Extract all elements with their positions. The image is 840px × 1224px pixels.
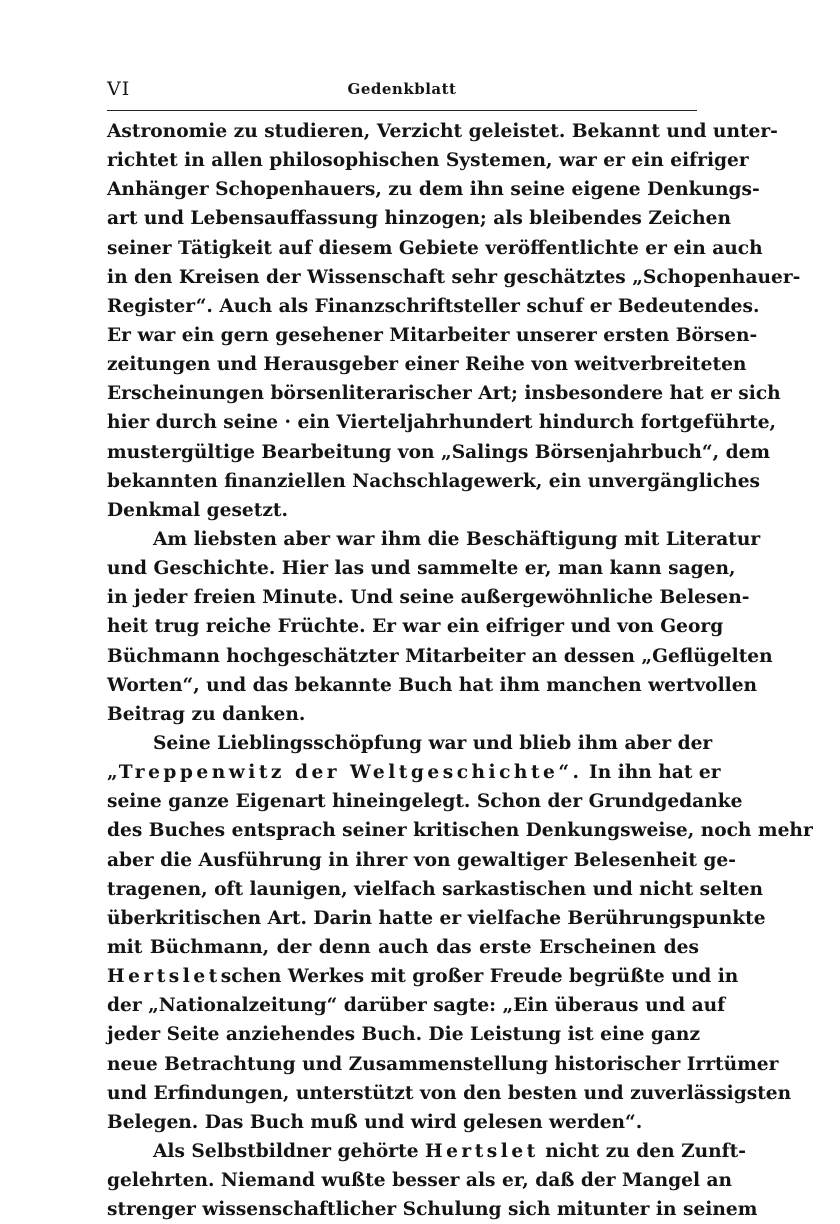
text-line: neue Betrachtung und Zusammenstellung historischer Irrtümer [107, 1053, 779, 1075]
text-line: und Geschichte. Hier las und sammelte er, man kann sagen, [107, 558, 736, 580]
text-line: der „Nationalzeitung“ darüber sagte: „Ein überaus und auf [107, 995, 726, 1017]
paragraph-end-line: Beitrag zu danken. [107, 703, 306, 725]
text-fragment: In ihn hat er [582, 762, 721, 784]
text-line: des Buches entsprach seiner kritischen Denkungsweise, noch mehr [107, 820, 813, 842]
text-line: seine ganze Eigenart hineingelegt. Schon der Grundgedanke [107, 791, 743, 813]
text-line: jeder Seite anziehendes Buch. Die Leistung ist eine ganz [107, 1024, 701, 1046]
text-line: überkritischen Art. Darin hatte er vielfache Berührungspunkte [107, 907, 766, 929]
text-line: Worten“, und das bekannte Buch hat ihm manchen wertvollen [107, 674, 758, 696]
paragraph-end-line: Belegen. Das Buch muß und wird gelesen werden“. [107, 1111, 643, 1133]
text-line: Anhänger Schopenhauers, zu dem ihn seine eigene Denkungs- [107, 179, 760, 201]
page-number: VI [107, 78, 131, 100]
text-line: Register“. Auch als Finanzschriftsteller schuf er Bedeutendes. [107, 295, 760, 317]
text-line: mustergültige Bearbeitung von „Salings Börsenjahrbuch“, dem [107, 441, 771, 463]
text-line: Astronomie zu studieren, Verzicht geleistet. Bekannt und unter- [107, 121, 778, 142]
paragraph-start-line: Seine Lieblingsschöpfung war und blieb ihm aber der [153, 732, 713, 754]
text-line: art und Lebensauffassung hinzogen; als bleibendes Zeichen [107, 208, 731, 230]
text-line: hier durch seine · ein Vierteljahrhundert hindurch fortgeführte, [107, 412, 777, 434]
header-rule [107, 110, 697, 111]
author-name-spaced: Hertslet [425, 1140, 539, 1162]
text-fragment: schen Werkes mit großer Freude begrüßte und in [220, 966, 739, 988]
text-line: in jeder freien Minute. Und seine außergewöhnliche Belesen- [107, 587, 750, 609]
body-text [107, 117, 813, 1224]
text-line: heit trug reiche Früchte. Er war ein eifriger und von Georg [107, 616, 724, 638]
text-line: bekannten finanziellen Nachschlagewerk, ein unvergängliches [107, 470, 760, 492]
page-header [107, 72, 697, 108]
paragraph-start-line [107, 1137, 746, 1166]
text-line: Büchmann hochgeschätzter Mitarbeiter an dessen „Geflügelten [107, 645, 773, 667]
text-line: Er war ein gern gesehener Mitarbeiter unserer ersten Börsen- [107, 324, 758, 346]
book-title-spaced: „Treppenwitz der Weltgeschichte“. [107, 762, 583, 784]
text-line: richtet in allen philosophischen Systemen, war er ein eifriger [107, 150, 749, 172]
paragraph-start-line: Am liebsten aber war ihm die Beschäftigung mit Literatur [153, 528, 761, 550]
text-line: tragenen, oft launigen, vielfach sarkastischen und nicht selten [107, 878, 763, 900]
text-line: mit Büchmann, der denn auch das erste Erscheinen des [107, 936, 699, 958]
text-line: strenger wissenschaftlicher Schulung sich mitunter in seinem [107, 1199, 758, 1221]
text-fragment: Als Selbstbildner gehörte [153, 1140, 425, 1162]
text-line [107, 758, 721, 787]
text-line: Erscheinungen börsenliterarischer Art; insbesondere hat er sich [107, 383, 781, 405]
author-name-spaced: Hertslet [107, 966, 221, 988]
text-line: und Erfindungen, unterstützt von den besten und zuverlässigsten [107, 1082, 792, 1104]
text-line [107, 962, 739, 991]
paragraph-end-line: Denkmal gesetzt. [107, 499, 288, 521]
text-line: seiner Tätigkeit auf diesem Gebiete veröffentlichte er ein auch [107, 237, 763, 259]
text-line: in den Kreisen der Wissenschaft sehr geschätztes „Schopenhauer- [107, 266, 801, 288]
text-line: gelehrten. Niemand wußte besser als er, daß der Mangel an [107, 1170, 733, 1192]
text-line: zeitungen und Herausgeber einer Reihe von weitverbreiteten [107, 354, 747, 376]
running-title: Gedenkblatt [347, 80, 457, 98]
text-fragment: nicht zu den Zunft- [538, 1140, 746, 1162]
text-line: aber die Ausführung in ihrer von gewaltiger Belesenheit ge- [107, 849, 736, 871]
